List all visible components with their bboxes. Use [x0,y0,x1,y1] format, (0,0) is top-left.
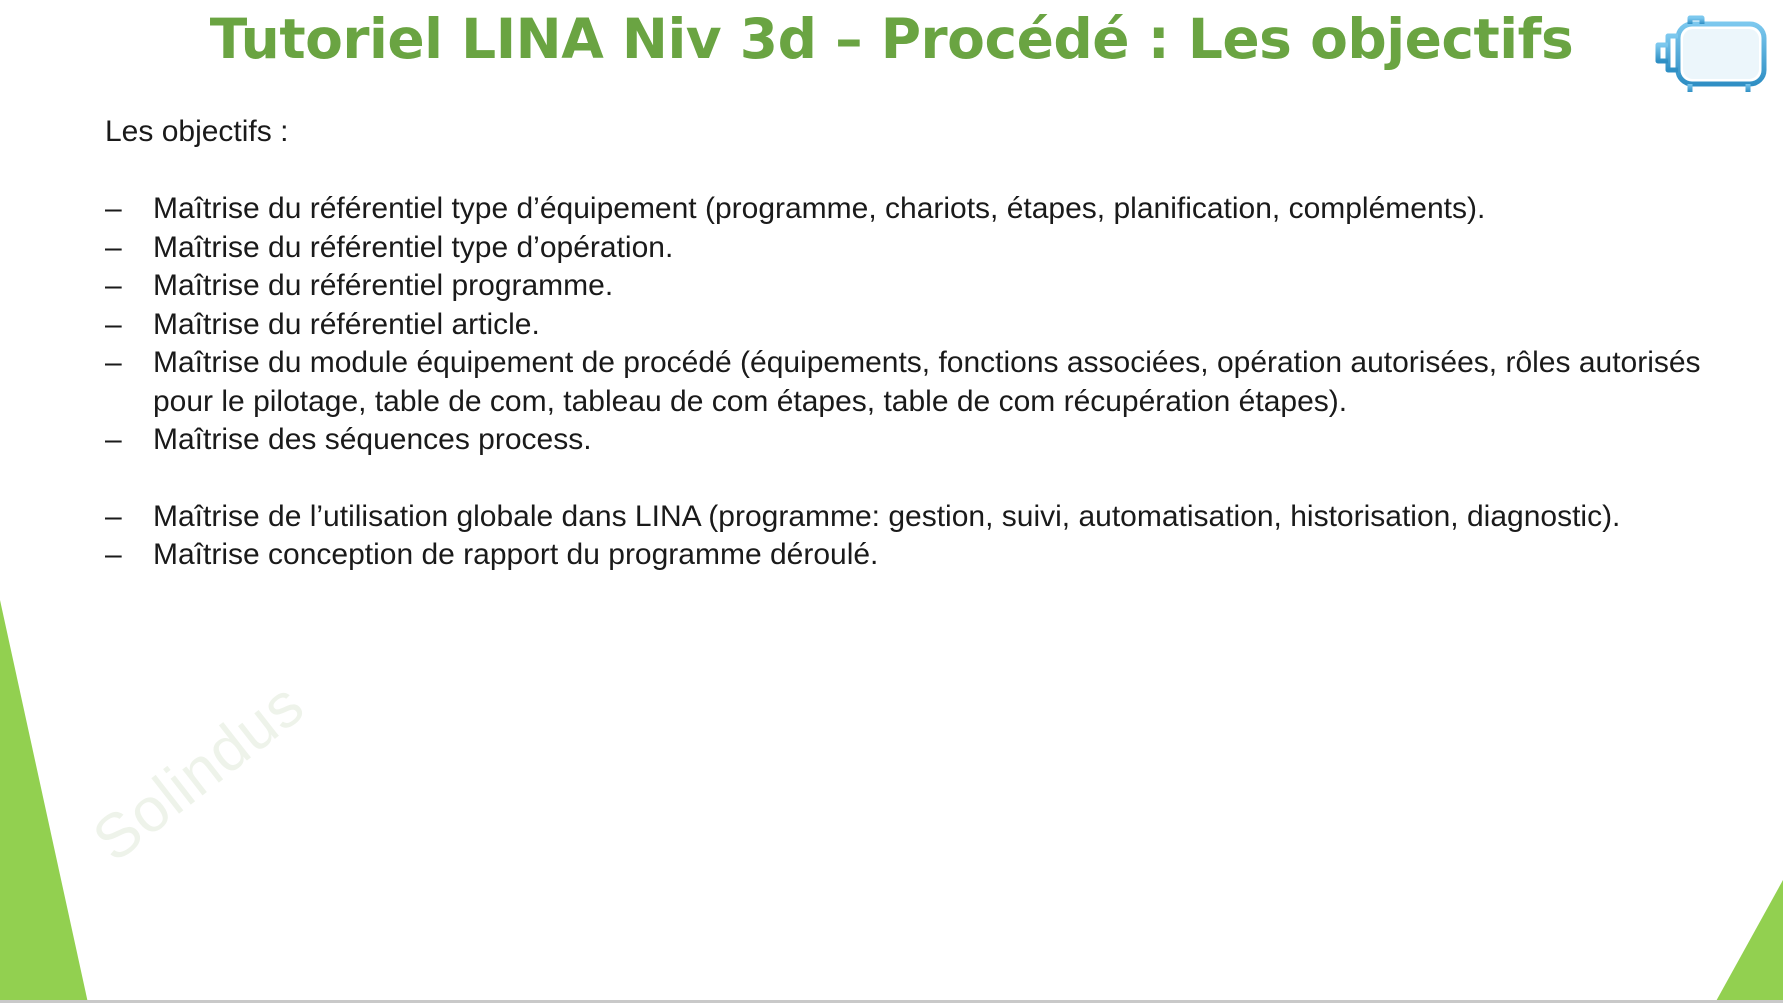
bullet-dash: – [105,192,122,225]
list-item [105,267,1765,306]
left-green-accent [0,600,90,1003]
list-item [105,498,1765,537]
objectives-list [105,190,1765,575]
bullet-dash: – [105,538,122,571]
objective-text: Maîtrise conception de rapport du programme déroulé. [153,538,879,571]
bullet-dash: – [105,230,122,264]
watermark: Solindus [80,669,317,876]
intro-text: Les objectifs : [105,115,289,148]
slide-title: Tutoriel LINA Niv 3d – Procédé : Les objectifs [209,7,1574,71]
list-item [105,229,1765,268]
right-green-accent [1715,880,1783,1003]
objective-text: Maîtrise du référentiel article. [153,307,540,341]
list-item [105,421,1765,460]
objective-text: Maîtrise des séquences process. [153,423,592,456]
list-item [105,190,1765,229]
motor-logo-icon [1650,12,1774,98]
bullet-dash: – [105,269,122,302]
objective-text: Maîtrise du référentiel type d’équipement (programme, chariots, étapes, planification, compléments). [153,192,1486,225]
list-item [105,306,1765,345]
bullet-dash: – [105,346,122,379]
objective-text: Maîtrise du référentiel programme. [153,269,614,302]
bullet-dash: – [105,499,122,533]
bullet-dash: – [105,307,122,341]
list-item [105,344,1765,421]
objective-text: Maîtrise du module équipement de procédé (équipements, fonctions associées, opération autorisées, rôles autorisés pour le pilotage, table de com, tableau de com étapes, table de com récupération étapes). [153,346,1701,418]
list-item [105,536,1765,575]
objective-text: Maîtrise de l’utilisation globale dans LINA (programme: gestion, suivi, automatisation, historisation, diagnostic). [153,499,1621,533]
objective-text: Maîtrise du référentiel type d’opération. [153,230,674,264]
bullet-dash: – [105,423,122,456]
